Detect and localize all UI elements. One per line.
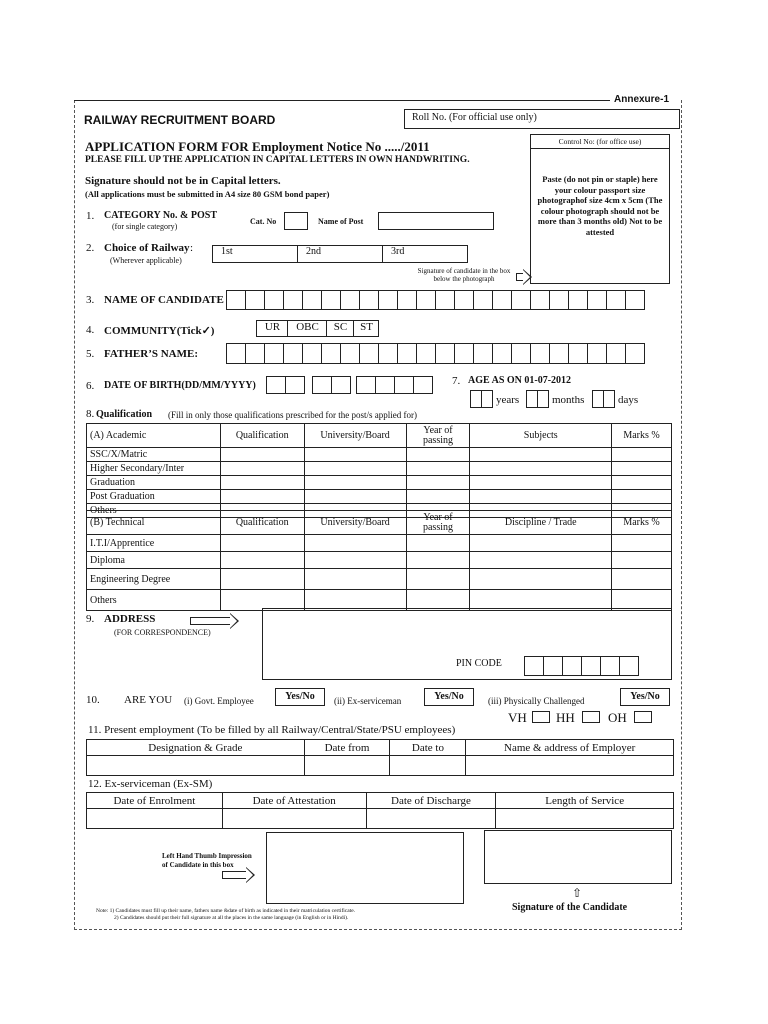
q8-sub: (Fill in only those qualifications prescribed for the post/s applied for) xyxy=(168,410,417,420)
post-label: Name of Post xyxy=(318,217,364,226)
exsm-header xyxy=(87,793,674,809)
academic-cell[interactable] xyxy=(406,462,470,476)
exsm-head-0: Date of Enrolment xyxy=(87,793,223,809)
vh-label: VH xyxy=(508,710,527,725)
technical-row[interactable] xyxy=(87,535,672,552)
technical-cell[interactable] xyxy=(406,535,470,552)
academic-cell[interactable] xyxy=(406,490,470,504)
employment-head-0: Designation & Grade xyxy=(87,740,305,756)
letter-cell[interactable] xyxy=(264,343,284,364)
technical-cell[interactable] xyxy=(220,552,304,569)
employment-head-1: Date from xyxy=(304,740,390,756)
dob-year[interactable] xyxy=(356,376,432,394)
community-st-label: ST xyxy=(360,321,373,333)
technical-row-label: Diploma xyxy=(87,552,221,569)
technical-cell[interactable] xyxy=(470,535,612,552)
letter-cell[interactable] xyxy=(283,343,303,364)
note-2: 2) Candidates should put their full signature at all the places in the same language (in English or in Hindi). xyxy=(114,915,349,921)
q9-label: ADDRESS xyxy=(104,613,156,625)
technical-cell[interactable] xyxy=(612,569,672,590)
academic-head-0: (A) Academic xyxy=(87,424,221,448)
letter-cell[interactable] xyxy=(340,343,360,364)
choice-1[interactable] xyxy=(212,245,298,263)
technical-row-label: Others xyxy=(87,590,221,611)
name-boxes[interactable] xyxy=(226,290,644,310)
academic-header xyxy=(87,424,672,448)
capital-note: PLEASE FILL UP THE APPLICATION IN CAPITAL LETTERS IN OWN HANDWRITING. xyxy=(85,155,470,165)
q5-num: 5. xyxy=(86,348,95,360)
q3-label: NAME OF CANDIDATE xyxy=(104,294,224,306)
annexure: Annexure-1 xyxy=(614,94,670,105)
letter-cell[interactable] xyxy=(245,343,265,364)
letter-cell[interactable] xyxy=(245,290,265,310)
q1-num: 1. xyxy=(86,210,95,222)
community-options xyxy=(256,320,378,337)
letter-cell[interactable] xyxy=(359,290,379,310)
dob-day[interactable] xyxy=(266,376,304,394)
academic-row-label: Others xyxy=(87,504,221,518)
technical-row[interactable] xyxy=(87,569,672,590)
technical-cell[interactable] xyxy=(470,552,612,569)
letter-cell[interactable] xyxy=(226,290,246,310)
letter-cell[interactable] xyxy=(340,290,360,310)
academic-row[interactable] xyxy=(87,490,672,504)
letter-cell[interactable] xyxy=(511,343,531,364)
letter-cell[interactable] xyxy=(473,343,493,364)
letter-cell[interactable] xyxy=(549,343,569,364)
cat-no-input[interactable] xyxy=(284,212,308,230)
employment-header xyxy=(87,740,674,756)
academic-head-2: University/Board xyxy=(304,424,406,448)
q10-govt: (i) Govt. Employee xyxy=(184,696,254,706)
q4-num: 4. xyxy=(86,324,95,336)
dob-month[interactable] xyxy=(312,376,350,394)
photo-instructions: Paste (do not pin or staple) here your colour passport size photographof size 4cm x 5cm (The colour photograph should not be more than 3 months old) Not to be attested xyxy=(537,174,663,237)
letter-cell[interactable] xyxy=(511,290,531,310)
community-st[interactable] xyxy=(353,320,379,337)
academic-cell[interactable] xyxy=(612,476,672,490)
hh-label: HH xyxy=(556,710,575,725)
sign-arrow-icon xyxy=(516,273,523,281)
technical-cell[interactable] xyxy=(220,535,304,552)
letter-cell[interactable] xyxy=(606,343,626,364)
academic-cell[interactable] xyxy=(612,448,672,462)
note-1: Note: 1) Candidates must fill up their name, fathers name &date of birth as indicated in their matriculation certificate. xyxy=(96,908,356,914)
railway-choices xyxy=(212,245,467,263)
signature-box[interactable] xyxy=(484,830,672,884)
employment-head-3: Name & address of Employer xyxy=(466,740,674,756)
letter-cell[interactable] xyxy=(530,290,550,310)
q4-label: COMMUNITY(Tick✓) xyxy=(104,325,215,337)
letter-cell[interactable] xyxy=(378,343,398,364)
thumb-box[interactable] xyxy=(266,832,464,904)
technical-row-label: Engineering Degree xyxy=(87,569,221,590)
technical-table xyxy=(86,510,672,611)
community-obc[interactable] xyxy=(287,320,327,337)
technical-cell[interactable] xyxy=(612,552,672,569)
letter-cell[interactable] xyxy=(359,343,379,364)
q1-label: CATEGORY No. & POST xyxy=(104,210,217,221)
board-title: RAILWAY RECRUITMENT BOARD xyxy=(84,113,276,127)
employment-entry[interactable] xyxy=(87,756,674,776)
exs-yesno-label: Yes/No xyxy=(434,691,464,702)
letter-cell[interactable] xyxy=(625,290,645,310)
signature-label: Signature of the Candidate xyxy=(512,902,628,913)
q6-num: 6. xyxy=(86,380,95,392)
ph-yesno[interactable] xyxy=(620,688,670,706)
post-input[interactable] xyxy=(378,212,494,230)
letter-cell[interactable] xyxy=(435,290,455,310)
hh-box[interactable] xyxy=(582,711,600,723)
academic-head-4: Subjects xyxy=(470,424,612,448)
letter-cell[interactable] xyxy=(416,343,436,364)
exs-yesno[interactable] xyxy=(424,688,474,706)
academic-cell[interactable] xyxy=(470,476,612,490)
up-arrow-icon: ⇧ xyxy=(572,886,583,900)
technical-head-5: Marks % xyxy=(612,511,672,535)
photo-divider xyxy=(530,148,670,149)
q5-label: FATHER’S NAME: xyxy=(104,348,199,360)
technical-cell[interactable] xyxy=(304,569,406,590)
q9-num: 9. xyxy=(86,613,95,625)
community-ur-label: UR xyxy=(264,321,281,333)
choice-2[interactable] xyxy=(297,245,383,263)
oh-box[interactable] xyxy=(634,711,652,723)
father-name-boxes[interactable] xyxy=(226,343,644,364)
q1-sub: (for single category) xyxy=(112,222,178,231)
q2-label: Choice of Railway xyxy=(104,242,190,254)
q7-num: 7. xyxy=(452,375,461,387)
letter-cell[interactable] xyxy=(321,343,341,364)
letter-cell[interactable] xyxy=(321,290,341,310)
letter-cell[interactable] xyxy=(435,343,455,364)
paper-note: (All applications must be submitted in A4 size 80 GSM bond paper) xyxy=(85,189,330,199)
academic-head-5: Marks % xyxy=(612,424,672,448)
age-years-label: years xyxy=(496,394,520,406)
letter-cell[interactable] xyxy=(549,290,569,310)
community-obc-label: OBC xyxy=(296,321,319,333)
q10-num: 10. xyxy=(86,694,100,706)
academic-row-label: Higher Secondary/Inter xyxy=(87,462,221,476)
age-days-label: days xyxy=(618,394,639,406)
ph-yesno-label: Yes/No xyxy=(630,691,660,702)
letter-cell[interactable] xyxy=(454,290,474,310)
age-months[interactable] xyxy=(526,390,548,408)
top-rule xyxy=(74,100,610,101)
q3-num: 3. xyxy=(86,294,95,306)
pin-label: PIN CODE xyxy=(456,658,502,669)
choice-1-label: 1st xyxy=(221,246,233,257)
age-months-label: months xyxy=(552,394,585,406)
academic-cell[interactable] xyxy=(220,490,304,504)
academic-head-3: Year of passing xyxy=(406,424,470,448)
letter-cell[interactable] xyxy=(492,290,512,310)
age-years[interactable] xyxy=(470,390,492,408)
q6-label: DATE OF BIRTH(DD/MM/YYYY) xyxy=(104,380,256,391)
q10-exs: (ii) Ex-serviceman xyxy=(334,696,402,706)
technical-row-label: I.T.I/Apprentice xyxy=(87,535,221,552)
choice-3-label: 3rd xyxy=(391,246,405,257)
academic-cell[interactable] xyxy=(304,462,406,476)
academic-cell[interactable] xyxy=(612,490,672,504)
community-sc-label: SC xyxy=(333,321,348,333)
technical-cell[interactable] xyxy=(304,535,406,552)
q7-label: AGE AS ON 01-07-2012 xyxy=(468,375,572,386)
technical-cell[interactable] xyxy=(406,552,470,569)
exsm-head-2: Date of Discharge xyxy=(366,793,496,809)
photo-sign-note: Signature of candidate in the box below the photograph xyxy=(417,267,511,283)
academic-cell[interactable] xyxy=(470,490,612,504)
vh-box[interactable] xyxy=(532,711,550,723)
letter-cell[interactable] xyxy=(473,290,493,310)
academic-cell[interactable] xyxy=(612,462,672,476)
choice-3[interactable] xyxy=(382,245,468,263)
signature-note: Signature should not be in Capital letters. xyxy=(85,175,281,187)
choice-2-label: 2nd xyxy=(306,246,321,257)
form-title: APPLICATION FORM FOR Employment Notice No ...../2011 xyxy=(85,139,430,154)
q8-num: 8. xyxy=(86,408,95,420)
academic-cell[interactable] xyxy=(220,476,304,490)
govt-yesno[interactable] xyxy=(275,688,325,706)
academic-cell[interactable] xyxy=(470,448,612,462)
technical-head-4: Discipline / Trade xyxy=(470,511,612,535)
academic-cell[interactable] xyxy=(220,462,304,476)
letter-cell[interactable] xyxy=(283,290,303,310)
control-no: Control No: (for office use) xyxy=(558,137,642,146)
q12-label: 12. Ex-serviceman (Ex-SM) xyxy=(88,778,213,790)
exsm-entry[interactable] xyxy=(87,809,674,829)
academic-row-label: Post Graduation xyxy=(87,490,221,504)
age-days[interactable] xyxy=(592,390,614,408)
govt-yesno-label: Yes/No xyxy=(285,691,315,702)
technical-row[interactable] xyxy=(87,552,672,569)
q2-num: 2. xyxy=(86,242,95,254)
technical-head-3: Year of passing xyxy=(406,511,470,535)
technical-cell[interactable] xyxy=(406,569,470,590)
academic-row-label: Graduation xyxy=(87,476,221,490)
letter-cell[interactable] xyxy=(454,343,474,364)
letter-cell[interactable] xyxy=(302,290,322,310)
letter-cell[interactable] xyxy=(397,343,417,364)
q10-ph: (iii) Physically Challenged xyxy=(488,696,585,706)
academic-cell[interactable] xyxy=(406,476,470,490)
technical-head-0: (B) Technical xyxy=(87,511,221,535)
letter-cell[interactable] xyxy=(416,290,436,310)
academic-cell[interactable] xyxy=(406,448,470,462)
technical-cell[interactable] xyxy=(220,569,304,590)
letter-cell[interactable] xyxy=(568,343,588,364)
exsm-head-3: Length of Service xyxy=(496,793,674,809)
employment-head-2: Date to xyxy=(390,740,466,756)
exsm-table xyxy=(86,792,674,829)
letter-cell[interactable] xyxy=(606,290,626,310)
cat-no-label: Cat. No xyxy=(250,217,277,226)
academic-cell[interactable] xyxy=(220,448,304,462)
technical-header xyxy=(87,511,672,535)
letter-cell[interactable] xyxy=(492,343,512,364)
academic-row[interactable] xyxy=(87,462,672,476)
q9-sub: (FOR CORRESPONDENCE) xyxy=(114,628,211,637)
q10-label: ARE YOU xyxy=(124,694,173,706)
technical-cell[interactable] xyxy=(612,535,672,552)
community-ur[interactable] xyxy=(256,320,288,337)
letter-cell[interactable] xyxy=(625,343,645,364)
academic-cell[interactable] xyxy=(304,490,406,504)
q11-label: 11. Present employment (To be filled by all Railway/Central/State/PSU employees) xyxy=(88,724,456,736)
academic-cell[interactable] xyxy=(304,448,406,462)
academic-row[interactable] xyxy=(87,476,672,490)
address-arrow-icon xyxy=(190,617,230,625)
roll-no-label: Roll No. (For official use only) xyxy=(412,112,537,123)
academic-cell[interactable] xyxy=(470,462,612,476)
thumb-arrow-icon xyxy=(222,871,246,879)
oh-label: OH xyxy=(608,710,627,725)
letter-cell[interactable] xyxy=(264,290,284,310)
technical-cell[interactable] xyxy=(470,569,612,590)
letter-cell[interactable] xyxy=(587,343,607,364)
technical-head-2: University/Board xyxy=(304,511,406,535)
letter-cell[interactable] xyxy=(302,343,322,364)
academic-head-1: Qualification xyxy=(220,424,304,448)
thumb-label: Left Hand Thumb Impression of Candidate in this box xyxy=(162,852,252,869)
academic-row-label: SSC/X/Matric xyxy=(87,448,221,462)
letter-cell[interactable] xyxy=(378,290,398,310)
pin-boxes[interactable] xyxy=(524,656,638,676)
technical-head-1: Qualification xyxy=(220,511,304,535)
employment-table xyxy=(86,739,674,776)
academic-row[interactable] xyxy=(87,448,672,462)
q8-label: Qualification xyxy=(96,409,153,420)
exsm-head-1: Date of Attestation xyxy=(222,793,366,809)
q2-colon: : xyxy=(190,242,194,254)
academic-cell[interactable] xyxy=(304,476,406,490)
technical-cell[interactable] xyxy=(304,552,406,569)
letter-cell[interactable] xyxy=(568,290,588,310)
q2-sub: (Wherever applicable) xyxy=(110,256,182,265)
community-sc[interactable] xyxy=(326,320,354,337)
letter-cell[interactable] xyxy=(587,290,607,310)
letter-cell[interactable] xyxy=(397,290,417,310)
letter-cell[interactable] xyxy=(226,343,246,364)
academic-table xyxy=(86,423,672,518)
letter-cell[interactable] xyxy=(530,343,550,364)
